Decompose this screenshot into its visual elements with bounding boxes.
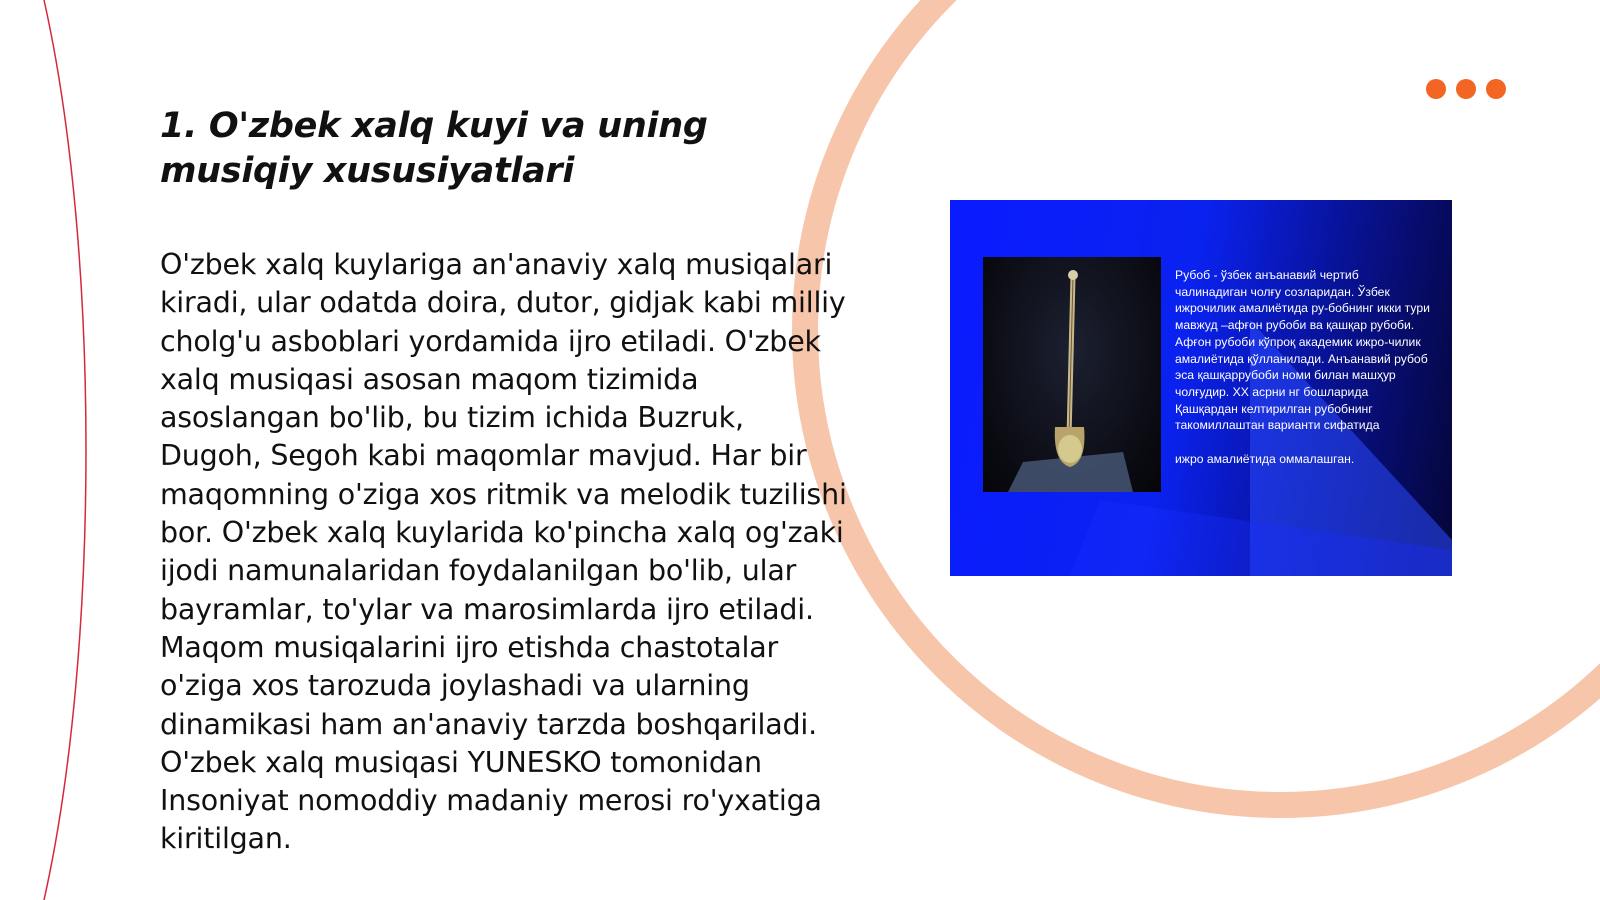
- dot: [1486, 79, 1506, 99]
- left-accent-curve: [44, 0, 86, 900]
- dot: [1426, 79, 1446, 99]
- rubob-slide-image: [950, 200, 1452, 576]
- rubob-photo: [983, 257, 1161, 492]
- rubob-icon: [983, 257, 1161, 492]
- image-caption: Рубоб - ўзбек анъанавий чертиб чалинадиган чолғу созларидан. Ўзбек ижрочилик амалиётида ру-бобнинг икки тури мавжуд –афғон рубоби ва қашқар рубоби. Афғон рубоби кўпроқ академик ижро-чилик амалиётида қўлланилади. Анъанавий рубоб эса қашқаррубоби номи билан машҳур чолғудир. XX асрни нг бошларида Қашқардан келтирилган рубобнинг такомиллаштан варианти сифатида ижро амалиётида оммалашган.: [1175, 268, 1430, 466]
- three-dots-icon: [1426, 79, 1506, 99]
- slide-title: 1. O'zbek xalq kuyi va uning musiqiy xususiyatlari: [160, 106, 708, 191]
- slide-body-text: O'zbek xalq kuylariga an'anaviy xalq musiqalari kiradi, ular odatda doira, dutor, gidjak kabi milliy cholg'u asboblari yordamida ijro etiladi. O'zbek xalq musiqasi asosan maqom tizimida asoslangan bo'lib, bu tizim ichida Buzruk, Dugoh, Segoh kabi maqomlar mavjud. Har bir maqomning o'ziga xos ritmik va melodik tuzilishi bor. O'zbek xalq kuylarida ko'pincha xalq og'zaki ijodi namunalaridan foydalanilgan bo'lib, ular bayramlar, to'ylar va marosimlarda ijro etiladi. Maqom musiqalarini ijro etishda chastotalar o'ziga xos tarozuda joylashadi va ularning dinamikasi ham an'anaviy tarzda boshqariladi. O'zbek xalq musiqasi YUNESKO tomonidan Insoniyat nomoddiy madaniy merosi ro'yxatiga kiritilgan.: [160, 248, 847, 856]
- dot: [1456, 79, 1476, 99]
